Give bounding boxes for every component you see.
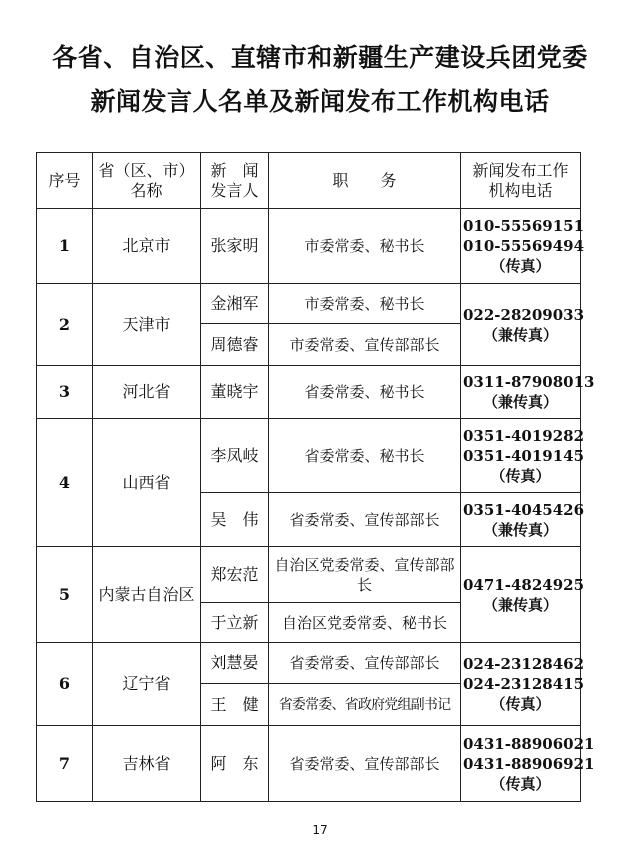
spokesperson-name: 周德睿 [201, 324, 269, 366]
phone-number: 0311-87908013 [463, 373, 595, 391]
phone-number: 0431-88906021 [463, 734, 595, 753]
table-row [37, 284, 581, 324]
spokesperson-name: 李凤岐 [201, 419, 269, 493]
position: 自治区党委常委、秘书长 [269, 603, 461, 643]
province-name: 天津市 [93, 284, 201, 366]
province-name: 内蒙古自治区 [93, 547, 201, 643]
row-number: 3 [37, 366, 93, 419]
spokesperson-name: 董晓宇 [201, 366, 269, 419]
position: 省委常委、秘书长 [269, 419, 461, 493]
phone-number: 0351-4019145 [463, 446, 585, 465]
phone-cell [461, 493, 585, 547]
row-number: 4 [37, 419, 93, 547]
spokesperson-name: 阿 东 [201, 726, 269, 802]
header-spokesperson-line-2: 发言人 [210, 180, 259, 200]
phone-number: 0471-4824925 [463, 575, 585, 594]
position: 自治区党委常委、宣传部部长 [269, 547, 461, 603]
header-phone-line-2: 机构电话 [488, 180, 553, 200]
document-title-line-1: 各省、自治区、直辖市和新疆生产建设兵团党委 [52, 43, 588, 72]
phone-cell [461, 419, 585, 493]
position: 市委常委、宣传部部长 [269, 324, 461, 366]
position: 市委常委、秘书长 [269, 284, 461, 324]
phone-note: （传真） [490, 257, 551, 275]
province-name: 北京市 [93, 209, 201, 284]
phone-cell [461, 547, 585, 643]
phone-note: （兼传真） [482, 325, 558, 344]
phone-cell [461, 366, 595, 419]
phone-number: 022-28209033 [463, 305, 585, 324]
page-number: 17 [312, 823, 328, 837]
phone-cell [461, 209, 585, 284]
province-name: 辽宁省 [93, 643, 201, 726]
table-header-row [37, 153, 581, 209]
phone-cell [461, 284, 585, 366]
spokesperson-name: 刘慧晏 [201, 643, 269, 684]
header-phone [461, 153, 581, 209]
header-province-line-2: 名称 [130, 180, 163, 200]
phone-cell [461, 726, 595, 802]
spokesperson-name: 金湘军 [201, 284, 269, 324]
position: 省委常委、宣传部部长 [269, 643, 461, 684]
table-row [37, 366, 581, 419]
spokesperson-name: 吴 伟 [201, 493, 269, 547]
table-row [37, 419, 581, 493]
header-spokesperson-line-1: 新 闻 [210, 160, 259, 180]
phone-number: 024-23128415 [463, 675, 585, 693]
position: 省委常委、宣传部部长 [269, 726, 461, 802]
phone-number: 0431-88906921 [463, 754, 595, 773]
phone-note: （兼传真） [482, 393, 558, 411]
position: 省委常委、省政府党组副书记 [269, 684, 461, 726]
header-province [93, 153, 201, 209]
spokesperson-name: 张家明 [201, 209, 269, 284]
phone-number: 0351-4045426 [463, 500, 585, 519]
header-province-line-1: 省（区、市） [98, 160, 195, 180]
phone-note: （传真） [490, 695, 551, 713]
header-position: 职 务 [269, 153, 461, 209]
row-number: 6 [37, 643, 93, 726]
spokesperson-name: 于立新 [201, 603, 269, 643]
phone-number: 010-55569494 [463, 237, 585, 255]
header-spokesperson [201, 153, 269, 209]
position: 市委常委、秘书长 [269, 209, 461, 284]
row-number: 5 [37, 547, 93, 643]
spokesperson-name: 王 健 [201, 684, 269, 726]
phone-number: 0351-4019282 [463, 426, 585, 445]
position: 省委常委、秘书长 [269, 366, 461, 419]
spokesperson-table [36, 152, 595, 802]
position: 省委常委、宣传部部长 [269, 493, 461, 547]
province-name: 山西省 [93, 419, 201, 547]
phone-note: （传真） [490, 466, 551, 485]
phone-note: （兼传真） [482, 520, 558, 539]
row-number: 7 [37, 726, 93, 802]
province-name: 吉林省 [93, 726, 201, 802]
table-row [37, 547, 581, 603]
table-row [37, 726, 581, 802]
header-no: 序号 [37, 153, 93, 209]
phone-number: 024-23128462 [463, 655, 585, 673]
row-number: 1 [37, 209, 93, 284]
table-row [37, 209, 581, 284]
spokesperson-name: 郑宏范 [201, 547, 269, 603]
header-phone-line-1: 新闻发布工作 [472, 160, 569, 180]
phone-note: （传真） [490, 774, 551, 793]
phone-number: 010-55569151 [463, 217, 585, 235]
phone-cell [461, 643, 585, 726]
row-number: 2 [37, 284, 93, 366]
table-row [37, 643, 581, 684]
phone-note: （兼传真） [482, 595, 558, 614]
document-title-line-2: 新闻发言人名单及新闻发布工作机构电话 [90, 87, 550, 116]
province-name: 河北省 [93, 366, 201, 419]
